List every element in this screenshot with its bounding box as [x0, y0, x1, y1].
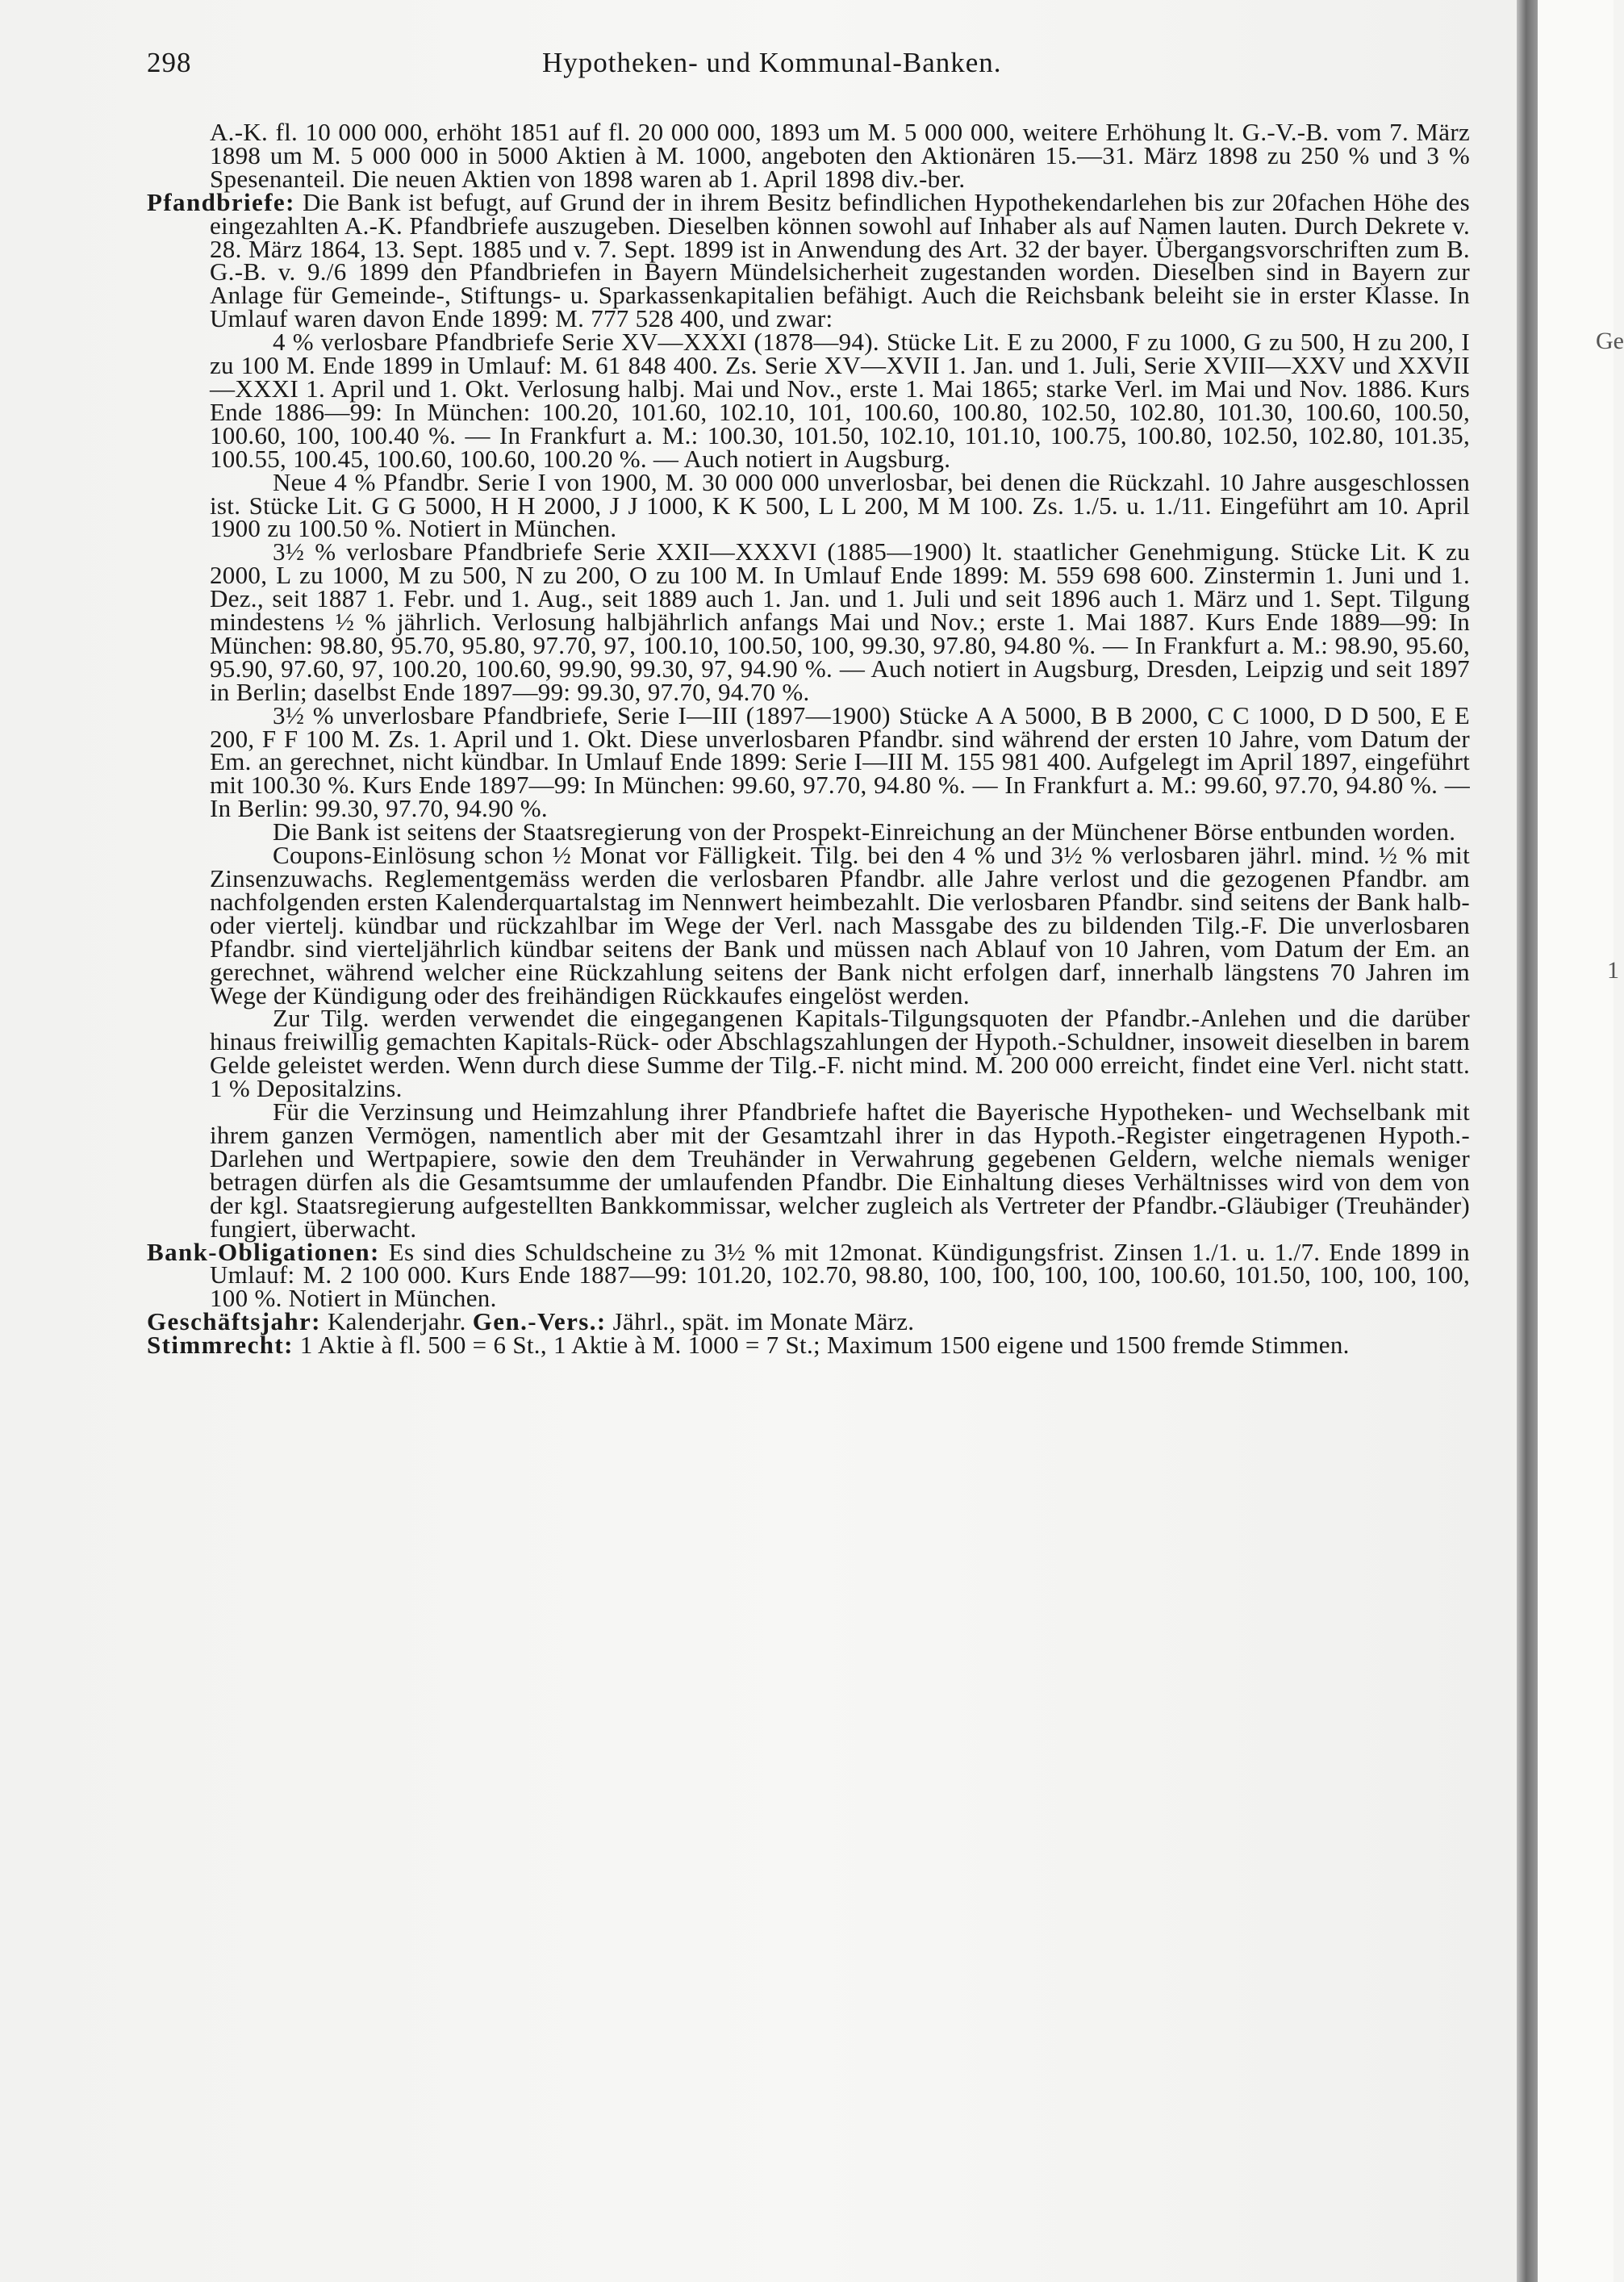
section-label-gen-vers: Gen.-Vers.:	[472, 1307, 607, 1336]
paragraph-coupons: Coupons-Einlösung schon ½ Monat vor Fälligkeit. Tilg. bei den 4 % und 3½ % verlosbaren jährl. mind. ½ % mit Zinsenzuwachs. Reglementgemäss werden die verlosbaren Pfandbr. alle Jahre verlost und die gezogenen Pfandbr. am nachfolgenden ersten Kalenderquartalstag im Nennwert heimbezahlt. Die verlosbaren Pfandbr. sind seitens der Bank halb- oder viertelj. kündbar und rückzahlbar im Wege der Verl. nach Massgabe des zu bildenden Tilg.-F. Die unverlosbaren Pfandbr. sind vierteljährlich kündbar seitens der Bank und müssen nach Ablauf von 10 Jahren, vom Datum der Em. an gerechnet, während welcher eine Rückzahlung seitens der Bank nicht erfolgen darf, innerhalb längstens 70 Jahren im Wege der Kündigung oder des freihändigen Rückkaufes eingelöst werden.	[210, 841, 1470, 1009]
paragraph-3half-verlosbar: 3½ % verlosbare Pfandbriefe Serie XXII—XXXVI (1885—1900) lt. staatlicher Genehmigung. Stücke Lit. K zu 2000, L zu 1000, M zu 500, N zu 200, O zu 100 M. In Umlauf Ende 1899: M. 559 698 600. Zinstermin 1. Juni und 1. Dez., seit 1887 1. Febr. und 1. Aug., seit 1889 auch 1. Jan. und 1. Juli und seit 1896 auch 1. März und 1. Sept. Tilgung mindestens ½ % jährlich. Verlosung halbjährlich anfangs Mai und Nov.; erste 1. Mai 1887. Kurs Ende 1889—99: In München: 98.80, 95.70, 95.80, 97.70, 97, 100.10, 100.50, 100, 99.30, 97.80, 94.80 %. — In Frankfurt a. M.: 98.90, 95.60, 95.90, 97.60, 97, 100.20, 100.60, 99.90, 99.30, 97, 94.90 %. — Auch notiert in Augsburg, Dresden, Leipzig und seit 1897 in Berlin; daselbst Ende 1897—99: 99.30, 97.70, 94.70 %.	[210, 537, 1470, 706]
section-text-stimmrecht: 1 Aktie à fl. 500 = 6 St., 1 Aktie à M. 1000 = 7 St.; Maximum 1500 eigene und 1500 fremde Stimmen.	[299, 1331, 1350, 1360]
page-header	[147, 47, 1470, 87]
paragraph-stimmrecht	[147, 1331, 1470, 1360]
paragraph-3half-unverlosbar: 3½ % unverlosbare Pfandbriefe, Serie I—III (1897—1900) Stücke A A 5000, B B 2000, C C 1000, D D 500, E E 200, F F 100 M. Zs. 1. April und 1. Okt. Diese unverlosbaren Pfandbr. sind während der ersten 10 Jahre, vom Datum der Em. an gerechnet, nicht kündbar. In Umlauf Ende 1899: Serie I—III M. 155 981 400. Aufgelegt im April 1897, eingeführt mit 100.30 %. Kurs Ende 1897—99: In München: 99.60, 97.70, 94.80 %. — In Frankfurt a. M.: 99.60, 97.70, 94.80 %. — In Berlin: 99.30, 97.70, 94.90 %.	[210, 700, 1470, 823]
paragraph-prospekt: Die Bank ist seitens der Staatsregierung von der Prospekt-Einreichung an der Münchener Börse entbunden worden.	[273, 817, 1456, 846]
paragraph-bank-obligationen	[147, 1237, 1470, 1313]
paragraph-haftung: Für die Verzinsung und Heimzahlung ihrer Pfandbriefe haftet die Bayerische Hypotheken- und Wechselbank mit ihrem ganzen Vermögen, namentlich aber mit der Gesamtzahl ihrer in das Hypoth.-Register eingetragenen Hypoth.-Darlehen und Wertpapiere, sowie den dem Treuhänder in Verwahrung gegebenen Geldern, welche niemals weniger betragen dürfen als die Gesamtsumme der umlaufenden Pfandbr. Die Einhaltung dieses Verhältnisses wird von dem von der kgl. Staatsregierung aufgestellten Bankkommissar, welcher zugleich als Vertreter der Pfandbr.-Gläubiger (Treuhänder) fungiert, überwacht.	[210, 1097, 1470, 1243]
section-label-bank-obligationen: Bank-Obligationen:	[147, 1237, 380, 1266]
section-text-gen-vers: Jährl., spät. im Monate März.	[612, 1307, 915, 1336]
section-text-bank-obligationen: Es sind dies Schuldscheine zu 3½ % mit 12monat. Kündigungsfrist. Zinsen 1./1. u. 1./7. Ende 1899 in Umlauf: M. 2 100 000. Kurs Ende 1887—99: 101.20, 102.70, 98.80, 100, 100, 100, 100, 100.60, 101.50, 100, 100, 100, 100 %. Notiert in München.	[210, 1237, 1470, 1313]
section-label-geschaeftsjahr: Geschäftsjahr:	[147, 1307, 321, 1336]
paragraph-pfandbriefe	[147, 187, 1470, 333]
book-gutter-shadow	[1517, 0, 1538, 2282]
page-number: 298	[147, 47, 192, 78]
paragraph-4pct-verlosbar: 4 % verlosbare Pfandbriefe Serie XV—XXXI (1878—94). Stücke Lit. E zu 2000, F zu 1000, G zu 500, H zu 200, I zu 100 M. Ende 1899 in Umlauf: M. 61 848 400. Zs. Serie XV—XVII 1. Jan. und 1. Juli, Serie XVIII—XXV und XXVII—XXXI 1. April und 1. Okt. Verlosung halbj. Mai und Nov., erste 1. Mai 1865; starke Verl. im Mai und Nov. 1886. Kurs Ende 1886—99: In München: 100.20, 101.60, 102.10, 101, 100.60, 100.80, 102.50, 102.80, 101.30, 100.60, 100.50, 100.60, 100, 100.40 %. — In Frankfurt a. M.: 100.30, 101.50, 102.10, 101.10, 100.75, 100.80, 102.50, 102.80, 101.35, 100.55, 100.45, 100.60, 100.60, 100.20 %. — Auch notiert in Augsburg.	[210, 328, 1470, 473]
running-title: Hypotheken- und Kommunal-Banken.	[542, 47, 1002, 78]
facing-page-fragment: 1	[1607, 957, 1619, 984]
facing-page-fragment: Ge	[1596, 328, 1624, 354]
section-label-stimmrecht: Stimmrecht:	[147, 1331, 294, 1360]
section-label-pfandbriefe: Pfandbriefe:	[147, 187, 295, 216]
facing-page-edge	[1538, 0, 1624, 2282]
document-body	[147, 118, 1470, 1360]
paragraph-share-capital: A.-K. fl. 10 000 000, erhöht 1851 auf fl. 20 000 000, 1893 um M. 5 000 000, weitere Erhöhung lt. G.-V.-B. vom 7. März 1898 um M. 5 000 000 in 5000 Aktien à M. 1000, angeboten den Aktionären 15.—31. März 1898 zu 250 % und 3 % Spesenanteil. Die neuen Aktien von 1898 waren ab 1. April 1898 div.-ber.	[210, 118, 1470, 193]
section-text-geschaeftsjahr: Kalenderjahr.	[327, 1307, 466, 1336]
section-text-pfandbriefe: Die Bank ist befugt, auf Grund der in ihrem Besitz befindlichen Hypothekendarlehen bis zur 20fachen Höhe des eingezahlten A.-K. Pfandbriefe auszugeben. Dieselben können sowohl auf Inhaber als auf Namen lauten. Durch Dekrete v. 28. März 1864, 13. Sept. 1885 und v. 7. Sept. 1899 ist in Anwendung des Art. 32 der bayer. Übergangsvorschriften zum B. G.-B. v. 9./6 1899 den Pfandbriefen in Bayern Mündelsicherheit zugestanden worden. Dieselben sind in Bayern zur Anlage für Gemeinde-, Stiftungs- u. Sparkassenkapitalien befähigt. Auch die Reichsbank beleiht sie in erster Klasse. In Umlauf waren davon Ende 1899: M. 777 528 400, und zwar:	[210, 187, 1470, 333]
paragraph-4pct-neue: Neue 4 % Pfandbr. Serie I von 1900, M. 30 000 000 unverlosbar, bei denen die Rückzahl. 10 Jahre ausgeschlossen ist. Stücke Lit. G G 5000, H H 2000, J J 1000, K K 500, L L 200, M M 100. Zs. 1./5. u. 1./11. Eingeführt am 10. April 1900 zu 100.50 %. Notiert in München.	[210, 467, 1470, 543]
pfandbriefe-details	[147, 328, 1470, 1243]
paragraph-tilgung: Zur Tilg. werden verwendet die eingegangenen Kapitals-Tilgungsquoten der Pfandbr.-Anlehen und die darüber hinaus freiwillig gemachten Kapitals-Rück- oder Abschlagszahlungen der Hypoth.-Schuldner, insoweit dieselben in barem Gelde geleistet werden. Wenn durch diese Summe der Tilg.-F. nicht mind. M. 200 000 erreicht, findet eine Verl. nicht statt. 1 % Depositalzins.	[210, 1004, 1470, 1103]
